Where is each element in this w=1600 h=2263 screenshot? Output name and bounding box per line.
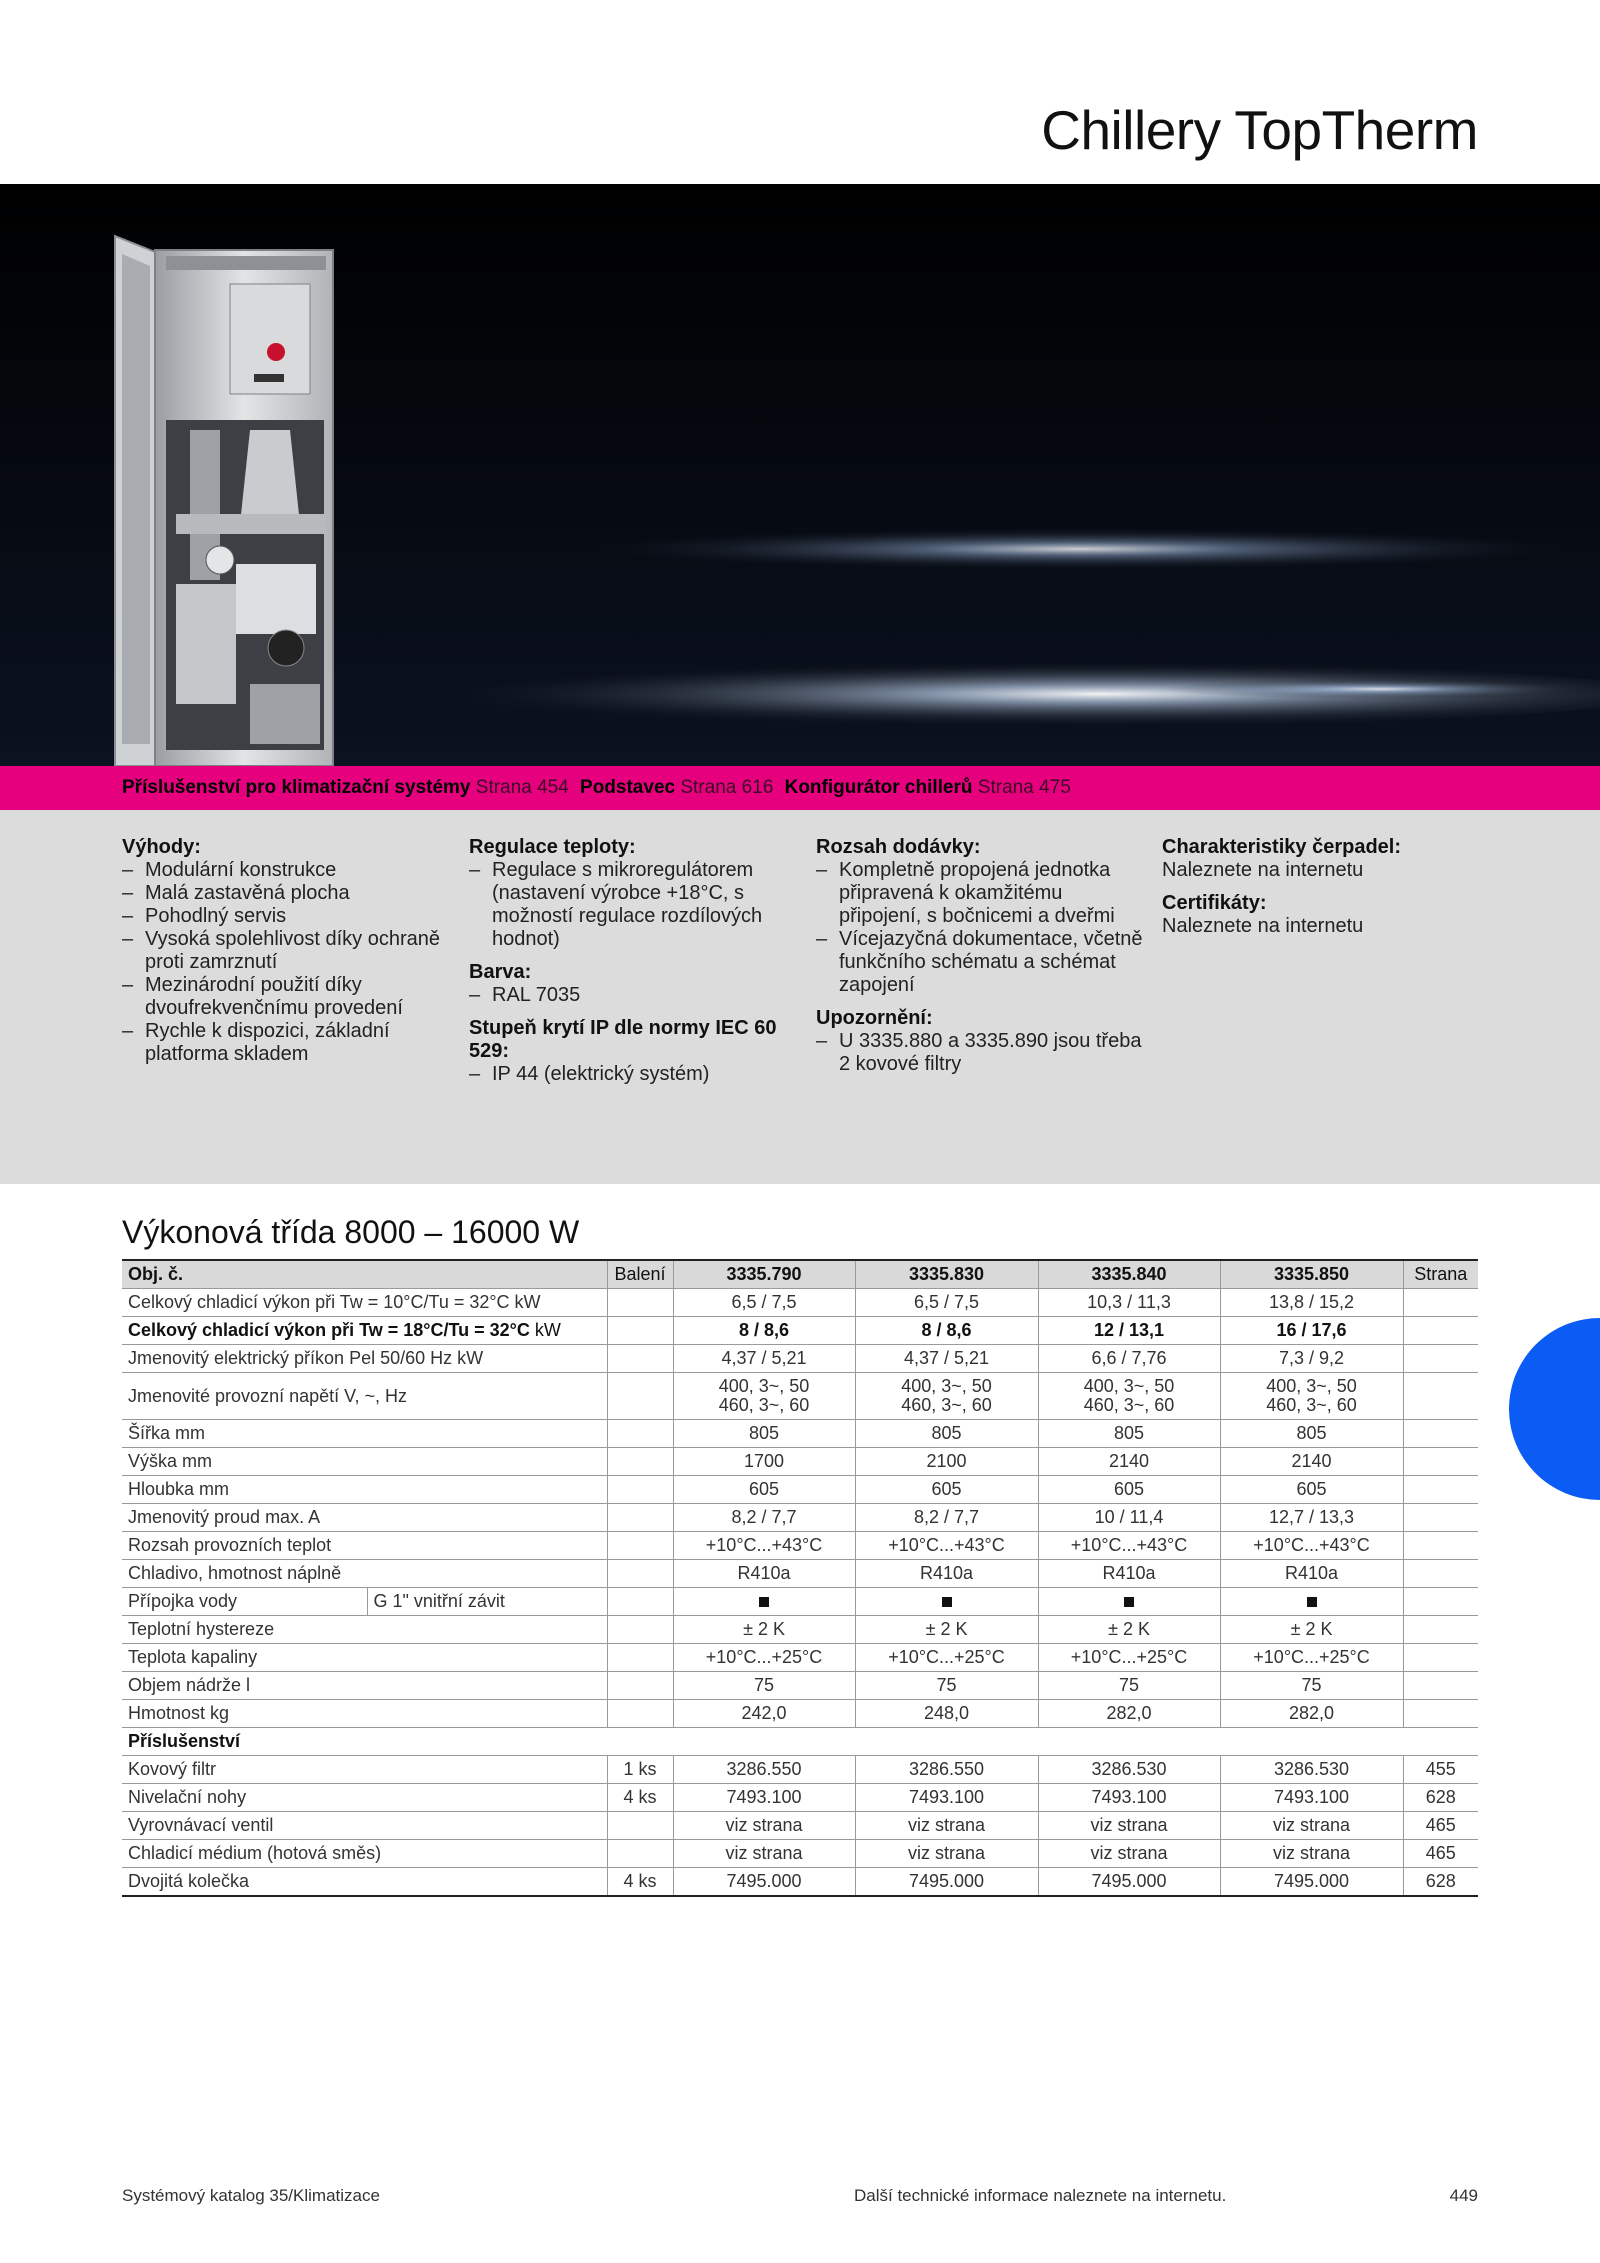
cell: 3286.530: [1220, 1756, 1403, 1784]
accessories-link-page[interactable]: Strana 454: [475, 777, 569, 798]
cell: 10,3 / 11,3: [1038, 1289, 1220, 1317]
cell-line: 400, 3~, 50: [1083, 1376, 1175, 1396]
table-row: [122, 1644, 1478, 1672]
cell: viz strana: [855, 1812, 1038, 1840]
cell: 6,5 / 7,5: [855, 1289, 1038, 1317]
cell: 10 / 11,4: [1038, 1504, 1220, 1532]
footer-note: Další technické informace naleznete na internetu.: [854, 2186, 1227, 2205]
cell: 3286.530: [1038, 1756, 1220, 1784]
accessories-heading: Příslušenství: [122, 1728, 1478, 1756]
cell: 282,0: [1038, 1700, 1220, 1728]
base-link-page[interactable]: Strana 616: [680, 777, 774, 798]
cell-line: 400, 3~, 50: [1266, 1376, 1357, 1396]
pump-cert-column: [1162, 836, 1502, 938]
table-header-row: [122, 1260, 1478, 1289]
delivery-heading: Rozsah dodávky:: [816, 836, 981, 858]
cell: [1220, 1373, 1403, 1420]
row-label: Jmenovité provozní napětí V, ~, Hz: [122, 1373, 607, 1420]
cell: 805: [1038, 1420, 1220, 1448]
page-cell: 465: [1403, 1840, 1478, 1868]
row-label: Výška mm: [122, 1448, 607, 1476]
cell: 75: [1220, 1672, 1403, 1700]
cell: viz strana: [1220, 1840, 1403, 1868]
cell: viz strana: [1220, 1812, 1403, 1840]
cell: 7493.100: [673, 1784, 855, 1812]
cell: 605: [1038, 1476, 1220, 1504]
table-row: [122, 1345, 1478, 1373]
page-cell: 455: [1403, 1756, 1478, 1784]
pack-cell: [607, 1812, 673, 1840]
pack-cell: 4 ks: [607, 1784, 673, 1812]
cell: 8 / 8,6: [673, 1317, 855, 1345]
cell: viz strana: [1038, 1812, 1220, 1840]
cell: [855, 1588, 1038, 1616]
table-row: [122, 1700, 1478, 1728]
row-label: Vyrovnávací ventil: [122, 1812, 607, 1840]
footer-catalog: Systémový katalog 35/Klimatizace: [122, 2186, 380, 2205]
filled-square-icon: [942, 1597, 952, 1607]
column-header-model: 3335.850: [1220, 1260, 1403, 1289]
cell: 8,2 / 7,7: [673, 1504, 855, 1532]
list-item: – Kompletně propojená jednotka připravená k okamžitému připojení, s bočnicemi a dveřmi: [816, 859, 1146, 928]
cell: 3286.550: [673, 1756, 855, 1784]
cell: viz strana: [673, 1840, 855, 1868]
cert-text: Naleznete na internetu: [1162, 915, 1364, 937]
filled-square-icon: [1124, 1597, 1134, 1607]
spec-table: [122, 1259, 1478, 1897]
table-row: [122, 1588, 1478, 1616]
cell: +10°C...+43°C: [1220, 1532, 1403, 1560]
cell: +10°C...+43°C: [1038, 1532, 1220, 1560]
cell: 7495.000: [855, 1868, 1038, 1897]
pump-heading: Charakteristiky čerpadel:: [1162, 836, 1402, 858]
cell: [1038, 1373, 1220, 1420]
list-item: – RAL 7035: [469, 984, 789, 1007]
table-row: [122, 1317, 1478, 1345]
cell: viz strana: [1038, 1840, 1220, 1868]
chiller-cabinet-photo: [0, 184, 1600, 766]
cell: 6,5 / 7,5: [673, 1289, 855, 1317]
cell: R410a: [1038, 1560, 1220, 1588]
cert-heading: Certifikáty:: [1162, 892, 1267, 914]
table-row: [122, 1560, 1478, 1588]
column-header-page: Strana: [1403, 1260, 1478, 1289]
cell: 1700: [673, 1448, 855, 1476]
temp-control-heading: Regulace teploty:: [469, 836, 636, 858]
table-row: [122, 1289, 1478, 1317]
list-item: – Vícejazyčná dokumentace, včetně funkčního schématu a schémat zapojení: [816, 928, 1146, 997]
cell: 7493.100: [1220, 1784, 1403, 1812]
row-label: [122, 1317, 607, 1345]
row-label: Kovový filtr: [122, 1756, 607, 1784]
cell: +10°C...+25°C: [673, 1644, 855, 1672]
cell-line: 460, 3~, 60: [718, 1395, 810, 1415]
advantages-list: [122, 859, 442, 1066]
pack-cell: 4 ks: [607, 1868, 673, 1897]
cell: 282,0: [1220, 1700, 1403, 1728]
list-item: – U 3335.880 a 3335.890 jsou třeba 2 kovové filtry: [816, 1030, 1146, 1076]
cell: 242,0: [673, 1700, 855, 1728]
advantages-column: [122, 836, 442, 1066]
row-label: Chladivo, hmotnost náplně: [122, 1560, 607, 1588]
cell: 13,8 / 15,2: [1220, 1289, 1403, 1317]
ip-heading: Stupeň krytí IP dle normy IEC 60 529:: [469, 1017, 777, 1062]
cell: 4,37 / 5,21: [855, 1345, 1038, 1373]
cell: 605: [1220, 1476, 1403, 1504]
table-row: [122, 1672, 1478, 1700]
row-label: Chladicí médium (hotová směs): [122, 1840, 607, 1868]
row-label: Hloubka mm: [122, 1476, 607, 1504]
row-label: Přípojka vody: [122, 1588, 367, 1616]
page-cell: 628: [1403, 1868, 1478, 1897]
column-header-model: 3335.830: [855, 1260, 1038, 1289]
cell: +10°C...+43°C: [673, 1532, 855, 1560]
configurator-link-page[interactable]: Strana 475: [977, 777, 1071, 798]
row-label: Jmenovitý proud max. A: [122, 1504, 607, 1532]
row-label: Rozsah provozních teplot: [122, 1532, 607, 1560]
product-hero-image: [0, 184, 1600, 766]
column-header-pack: Balení: [607, 1260, 673, 1289]
cell-line: 460, 3~, 60: [901, 1395, 992, 1415]
pump-text: Naleznete na internetu: [1162, 859, 1364, 881]
cell: ± 2 K: [1038, 1616, 1220, 1644]
advantages-heading: Výhody:: [122, 836, 201, 858]
table-row: [122, 1532, 1478, 1560]
row-label: Jmenovitý elektrický příkon Pel 50/60 Hz kW: [122, 1345, 607, 1373]
row-label: Hmotnost kg: [122, 1700, 607, 1728]
row-unit: kW: [534, 1320, 561, 1340]
filled-square-icon: [759, 1597, 769, 1607]
cell: R410a: [1220, 1560, 1403, 1588]
table-row: [122, 1420, 1478, 1448]
cell: +10°C...+25°C: [1220, 1644, 1403, 1672]
cell: 7495.000: [1220, 1868, 1403, 1897]
cell: 4,37 / 5,21: [673, 1345, 855, 1373]
row-label: Teplotní hystereze: [122, 1616, 607, 1644]
table-row: [122, 1784, 1478, 1812]
table-row: [122, 1812, 1478, 1840]
list-item: – Malá zastavěná plocha: [122, 882, 442, 905]
list-item: – Regulace s mikroregulátorem (nastavení výrobce +18°C, s možností regulace rozdílových hodnot): [469, 859, 789, 951]
cell: 2100: [855, 1448, 1038, 1476]
row-label: Teplota kapaliny: [122, 1644, 607, 1672]
table-row: [122, 1840, 1478, 1868]
cell: 605: [673, 1476, 855, 1504]
cell: +10°C...+25°C: [855, 1644, 1038, 1672]
table-row: [122, 1868, 1478, 1897]
cell: 605: [855, 1476, 1038, 1504]
cell: 75: [855, 1672, 1038, 1700]
table-row: [122, 1448, 1478, 1476]
list-item: – Mezinárodní použití díky dvoufrekvenčnímu provedení: [122, 974, 442, 1020]
page-title: Chillery TopTherm: [1041, 99, 1478, 161]
chapter-tab-marker: [1509, 1318, 1600, 1500]
features-panel: [0, 810, 1600, 1184]
cell: 805: [673, 1420, 855, 1448]
page-cell: 628: [1403, 1784, 1478, 1812]
cell: 12,7 / 13,3: [1220, 1504, 1403, 1532]
filled-square-icon: [1307, 1597, 1317, 1607]
row-label: Objem nádrže l: [122, 1672, 607, 1700]
cell: R410a: [673, 1560, 855, 1588]
column-header-order: Obj. č.: [122, 1260, 607, 1289]
cell: ± 2 K: [673, 1616, 855, 1644]
color-heading: Barva:: [469, 961, 532, 983]
delivery-column: [816, 836, 1146, 1076]
cell-line: 400, 3~, 50: [901, 1376, 992, 1396]
cell: [1038, 1588, 1220, 1616]
cell: +10°C...+43°C: [855, 1532, 1038, 1560]
temperature-column: [469, 836, 789, 1086]
cell: viz strana: [673, 1812, 855, 1840]
cell: 75: [1038, 1672, 1220, 1700]
cell: 7495.000: [1038, 1868, 1220, 1897]
table-row: [122, 1504, 1478, 1532]
accessories-heading-row: [122, 1728, 1478, 1756]
cell-line: 460, 3~, 60: [1266, 1395, 1357, 1415]
page-number: 449: [1449, 2186, 1478, 2205]
row-label: Dvojitá kolečka: [122, 1868, 607, 1897]
section-title: Výkonová třída 8000 – 16000 W: [122, 1214, 580, 1250]
cell: 8,2 / 7,7: [855, 1504, 1038, 1532]
table-row: [122, 1616, 1478, 1644]
table-row: [122, 1476, 1478, 1504]
accessories-link-label[interactable]: Příslušenství pro klimatizační systémy: [122, 777, 471, 798]
cell: [1220, 1588, 1403, 1616]
cell: 16 / 17,6: [1220, 1317, 1403, 1345]
table-row: [122, 1373, 1478, 1420]
cell: 3286.550: [855, 1756, 1038, 1784]
column-header-model: 3335.790: [673, 1260, 855, 1289]
note-heading: Upozornění:: [816, 1007, 933, 1029]
cell: 8 / 8,6: [855, 1317, 1038, 1345]
list-item: – Pohodlný servis: [122, 905, 442, 928]
cell: viz strana: [855, 1840, 1038, 1868]
cell: +10°C...+25°C: [1038, 1644, 1220, 1672]
cell: R410a: [855, 1560, 1038, 1588]
cell: 805: [855, 1420, 1038, 1448]
cell-line: 400, 3~, 50: [718, 1376, 810, 1396]
cell: 2140: [1038, 1448, 1220, 1476]
list-item: – Modulární konstrukce: [122, 859, 442, 882]
cell: 6,6 / 7,76: [1038, 1345, 1220, 1373]
cell: 7493.100: [1038, 1784, 1220, 1812]
list-item: – IP 44 (elektrický systém): [469, 1063, 789, 1086]
cell: 7493.100: [855, 1784, 1038, 1812]
cell: 7,3 / 9,2: [1220, 1345, 1403, 1373]
cell: ± 2 K: [1220, 1616, 1403, 1644]
cell: 805: [1220, 1420, 1403, 1448]
cell: 12 / 13,1: [1038, 1317, 1220, 1345]
pack-cell: 1 ks: [607, 1756, 673, 1784]
cell-line: 460, 3~, 60: [1083, 1395, 1175, 1415]
page-cell: 465: [1403, 1812, 1478, 1840]
cell: 7495.000: [673, 1868, 855, 1897]
pack-cell: [607, 1840, 673, 1868]
cell: 2140: [1220, 1448, 1403, 1476]
cell: [855, 1373, 1038, 1420]
base-link-label[interactable]: Podstavec: [580, 777, 676, 798]
list-item: – Vysoká spolehlivost díky ochraně proti zamrznutí: [122, 928, 442, 974]
row-extra: G 1" vnitřní závit: [367, 1588, 607, 1616]
column-header-model: 3335.840: [1038, 1260, 1220, 1289]
list-item: – Rychle k dispozici, základní platforma skladem: [122, 1020, 442, 1066]
table-row: [122, 1756, 1478, 1784]
row-label: Nivelační nohy: [122, 1784, 607, 1812]
accessories-bar: [0, 766, 1600, 810]
cell: [673, 1373, 855, 1420]
cell: [673, 1588, 855, 1616]
cell: 248,0: [855, 1700, 1038, 1728]
cell: ± 2 K: [855, 1616, 1038, 1644]
row-label: Celkový chladicí výkon při Tw = 10°C/Tu = 32°C kW: [122, 1289, 607, 1317]
configurator-link-label[interactable]: Konfigurátor chillerů: [784, 777, 973, 798]
row-label-text: Celkový chladicí výkon při Tw = 18°C/Tu = 32°C: [128, 1320, 530, 1340]
cell: 75: [673, 1672, 855, 1700]
row-label: Šířka mm: [122, 1420, 607, 1448]
